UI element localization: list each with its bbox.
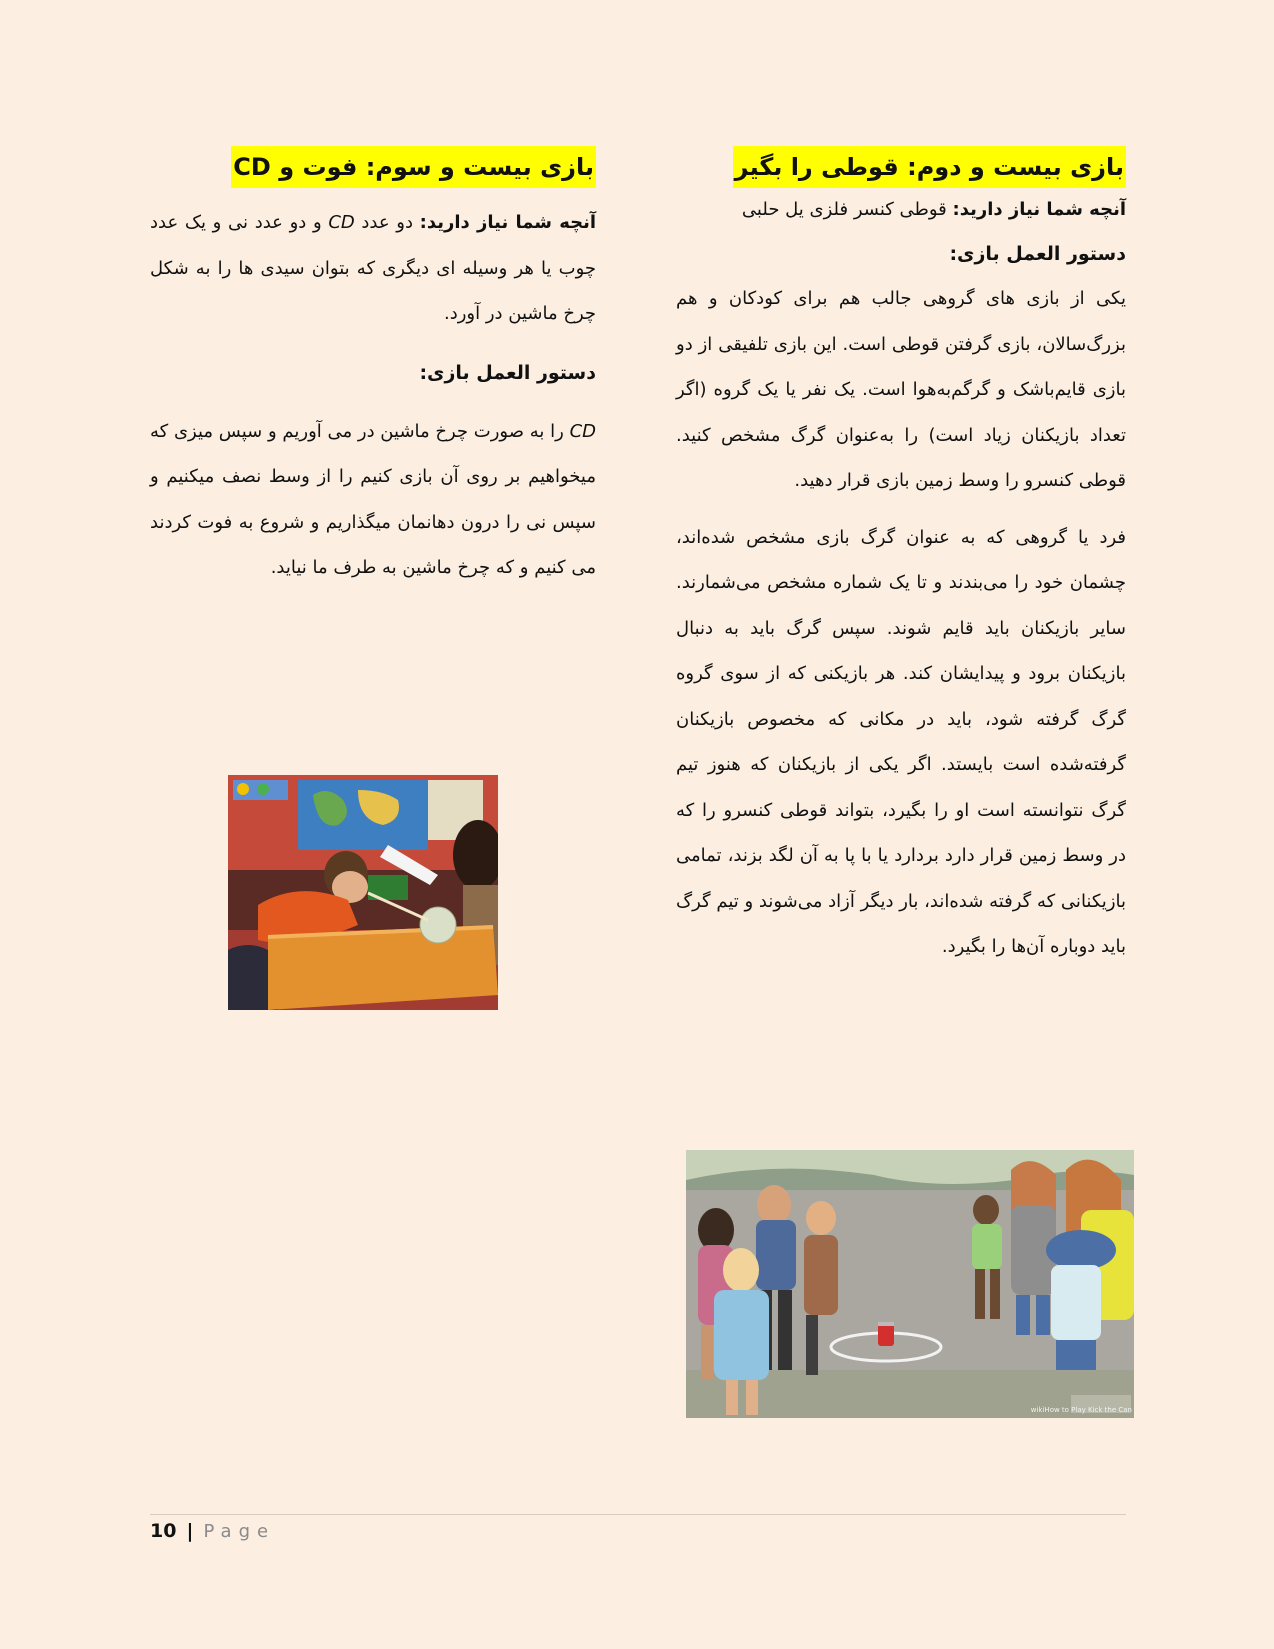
footer-divider [150,1514,1126,1515]
footer-separator: | [186,1520,194,1542]
needs-label: آنچه شما نیاز دارید: [952,199,1126,220]
page-footer [150,1520,275,1542]
needs-text: قوطی کنسر فلزی یل حلبی [741,199,953,220]
game-23-needs: آنچه شما نیاز دارید: دو عدد CD و دو عدد نی و یک عدد چوب یا هر وسیله ای دیگری که بتوان سیدی ها را به شکل چرخ ماشین در آورد. [150,212,597,324]
needs-label: آنچه شما نیاز دارید: [419,212,597,233]
page-number: 10 [150,1520,177,1542]
wikihow-watermark: wikiHow to Play Kick the Can [1030,1406,1132,1414]
game-22-needs [676,188,1126,232]
game-23-title: بازی بیست و سوم: فوت و CD [231,146,596,188]
cd-blow-game-photo [228,775,498,1010]
page-label: Page [203,1521,276,1542]
game-22-title: بازی بیست و دوم: قوطی را بگیر [733,146,1126,188]
game-23-paragraph: CD را به صورت چرخ ماشین در می آوریم و سپس میزی که میخواهیم بر روی آن بازی کنیم را از وسط نصف میکنیم و سپس نی را درون دهانمان میگذاریم و شروع به فوت کردند می کنیم و که چرخ ماشین به طرف ما نیاید. [150,420,596,578]
game-22-instructions-label: دستور العمل بازی: [949,243,1126,265]
game-22-paragraph-2: فرد یا گروهی که به عنوان گرگ بازی مشخص شده‌اند، چشمان خود را می‌بندند و تا یک شماره مشخص می‌شمارند. سایر بازیکنان باید قایم شوند. سپس گرگ باید به دنبال بازیکنان برود و پیدایشان کند. هر بازیکنی که از سوی گروه گرگ گرفته شود، باید در مکانی که مخصوص بازیکنان گرفته‌شده است بایستد. اگر یکی از بازیکنان که هنوز تیم گرگ نتوانسته است او را بگیرد، بتواند قوطی کنسرو را که در وسط زمین قرار دارد بردارد یا با پا به آن لگد بزند، تمامی بازیکنانی که گرفته شده‌اند، بار دیگر آزاد می‌شوند و تیم گرگ باید دوباره آن‌ها را بگیرد. [676,526,1126,957]
game-23-instructions-label: دستور العمل بازی: [419,361,596,384]
game-23-section [150,146,596,591]
kick-the-can-illustration [686,1150,1134,1418]
game-22-paragraph-1: یکی از بازی های گروهی جالب هم برای کودکان و هم بزرگ‌سالان، بازی گرفتن قوطی است. این بازی تلفیقی از دو بازی قایم‌باشک و گرگم‌به‌هوا است. یک نفر یا یک گروه (اگر تعداد بازیکنان زیاد است) را به‌عنوان گرگ مشخص کنید. قوطی کنسرو را وسط زمین بازی قرار دهید. [676,288,1126,491]
game-22-section [676,146,1126,970]
